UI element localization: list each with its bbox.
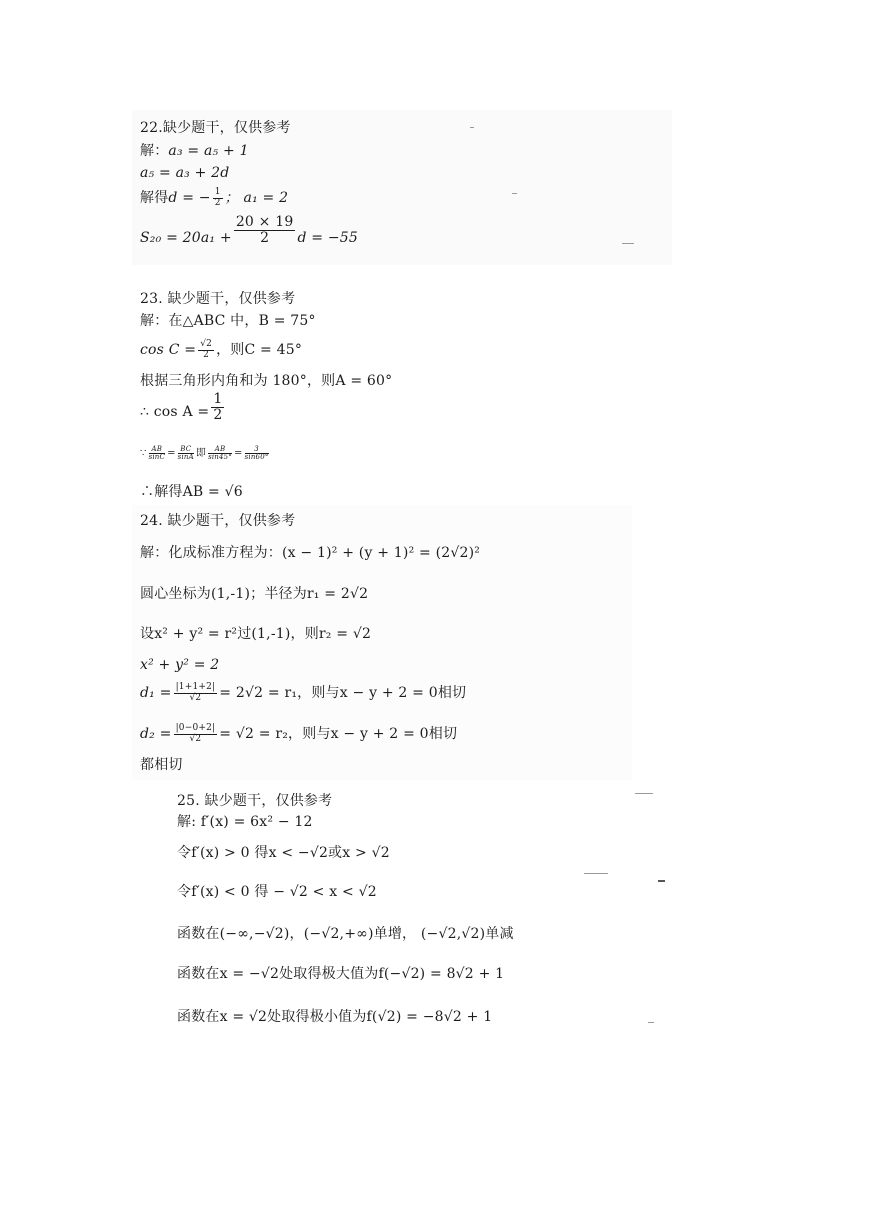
q23-line6: ∴解得AB = √6 [140,484,243,500]
q22-line4-a: S₂₀ = 20a₁ + [140,230,232,246]
q23-line5-frac2-num: BC [178,446,194,454]
q22-line3 [140,188,288,208]
scan-speck [635,793,653,794]
q23-line2 [140,340,302,360]
q23-line5-eq1: = [167,448,176,459]
q23-line4-num: 1 [213,391,223,407]
q23-line3: 根据三角形内角和为 180°，则A = 60° [140,373,393,389]
q23-line4 [140,391,226,423]
q23-line4-den: 2 [213,406,223,423]
q22-line3-fraction [213,188,223,208]
q23-line5-because: ∵ [140,448,147,459]
scan-speck [658,880,665,882]
q22-line3-prefix: 解得 [140,190,169,206]
q24-line2: 圆心坐标为(1,-1)；半径为r₁ = 2√2 [140,586,369,602]
q24-line6-num: |0−0+2| [175,723,216,734]
q25-line5: 函数在x = −√2处取得极大值为f(−√2) = 8√2 + 1 [177,966,505,982]
q25-line6: 函数在x = √2处取得极小值为f(√2) = −8√2 + 1 [177,1009,493,1025]
q23-line2-b: ，则C = 45° [216,342,303,358]
q23-line5-frac1 [149,446,166,462]
q23-line5-frac1-den: sinC [148,453,166,461]
q22-line3-num: 1 [214,187,221,198]
scan-speck [648,1022,654,1023]
q25-line2: 令f′(x) > 0 得x < −√2或x > √2 [177,845,390,861]
q24-title: 24. 缺少题干，仅供参考 [140,513,296,529]
q25-line1: 解: f′(x) = 6x² − 12 [177,814,313,830]
q22-line4-b: d = −55 [297,230,359,246]
q23-line5-ji: 即 [195,448,207,459]
q24-line6-fraction [174,724,218,744]
q22-line1 [140,141,249,161]
q24-line6 [140,724,457,744]
q22-line1-prefix: 解： [140,143,169,159]
q22-line3-den: 2 [214,197,221,208]
q24-line5-den: √2 [189,692,202,703]
q23-line5-frac3 [208,446,232,462]
q23-line5-frac2-den: sinA [177,453,194,461]
q22-title: 22.缺少题干，仅供参考 [140,120,291,136]
q22-line3-b: ； a₁ = 2 [224,190,289,206]
q23-line5-frac4-den: sin60° [244,453,269,461]
q24-line4: x² + y² = 2 [140,657,220,673]
scan-speck [584,873,608,874]
q22-line2: a₅ = a₃ + 2d [140,165,230,181]
q22-line4-num: 20 × 19 [235,213,294,230]
q23-line2-a: cos C = [140,342,197,358]
q23-line4-a: ∴ cos A = [140,404,210,421]
q24-line7: 都相切 [140,757,183,773]
q24-line5 [140,683,466,703]
q22-line1-eq: a₃ = a₅ + 1 [168,143,249,159]
q23-line2-fraction [198,340,214,360]
q24-line5-b: = 2√2 = r₁，则与x − y + 2 = 0相切 [219,685,467,701]
q24-line3: 设x² + y² = r²过(1,-1)，则r₂ = √2 [140,626,372,642]
q23-line5-frac1-num: AB [149,446,166,454]
q22-line4-fraction [234,215,296,245]
q25-line4: 函数在(−∞,−√2)，(−√2,+∞)单增， (−√2,√2)单减 [177,926,514,942]
q23-line5 [140,444,271,464]
q22-line4-den: 2 [260,229,270,246]
q23-line2-num: √2 [200,339,213,350]
scan-speck [512,193,517,194]
scan-speck [622,243,634,244]
q23-line5-frac3-num: AB [208,446,232,454]
q23-line5-frac4-num: 3 [245,446,269,454]
q25-line3: 令f′(x) < 0 得 − √2 < x < √2 [177,884,377,900]
q24-line6-a: d₂ = [140,726,172,742]
q24-line1: 解：化成标准方程为：(x − 1)² + (y + 1)² = (2√2)² [140,545,481,561]
q24-line6-den: √2 [189,733,202,744]
q23-line5-frac4 [245,446,269,462]
q24-line6-b: = √2 = r₂，则与x − y + 2 = 0相切 [219,726,458,742]
q23-line5-frac3-den: sin45° [208,453,233,461]
q22-line3-a: d = − [168,190,211,206]
q23-line4-fraction [211,392,224,422]
q23-title: 23. 缺少题干，仅供参考 [140,291,296,307]
q23-line5-eq2: = [234,448,243,459]
scan-speck [470,127,474,128]
q25-title: 25. 缺少题干，仅供参考 [177,793,333,809]
q24-line5-num: |1+1+2| [175,682,216,693]
q23-line1: 解：在△ABC 中，B = 75° [140,313,316,329]
q24-line5-a: d₁ = [140,685,172,701]
q23-line5-frac2 [178,446,194,462]
q24-line5-fraction [174,683,218,703]
q23-line2-den: 2 [203,349,210,360]
